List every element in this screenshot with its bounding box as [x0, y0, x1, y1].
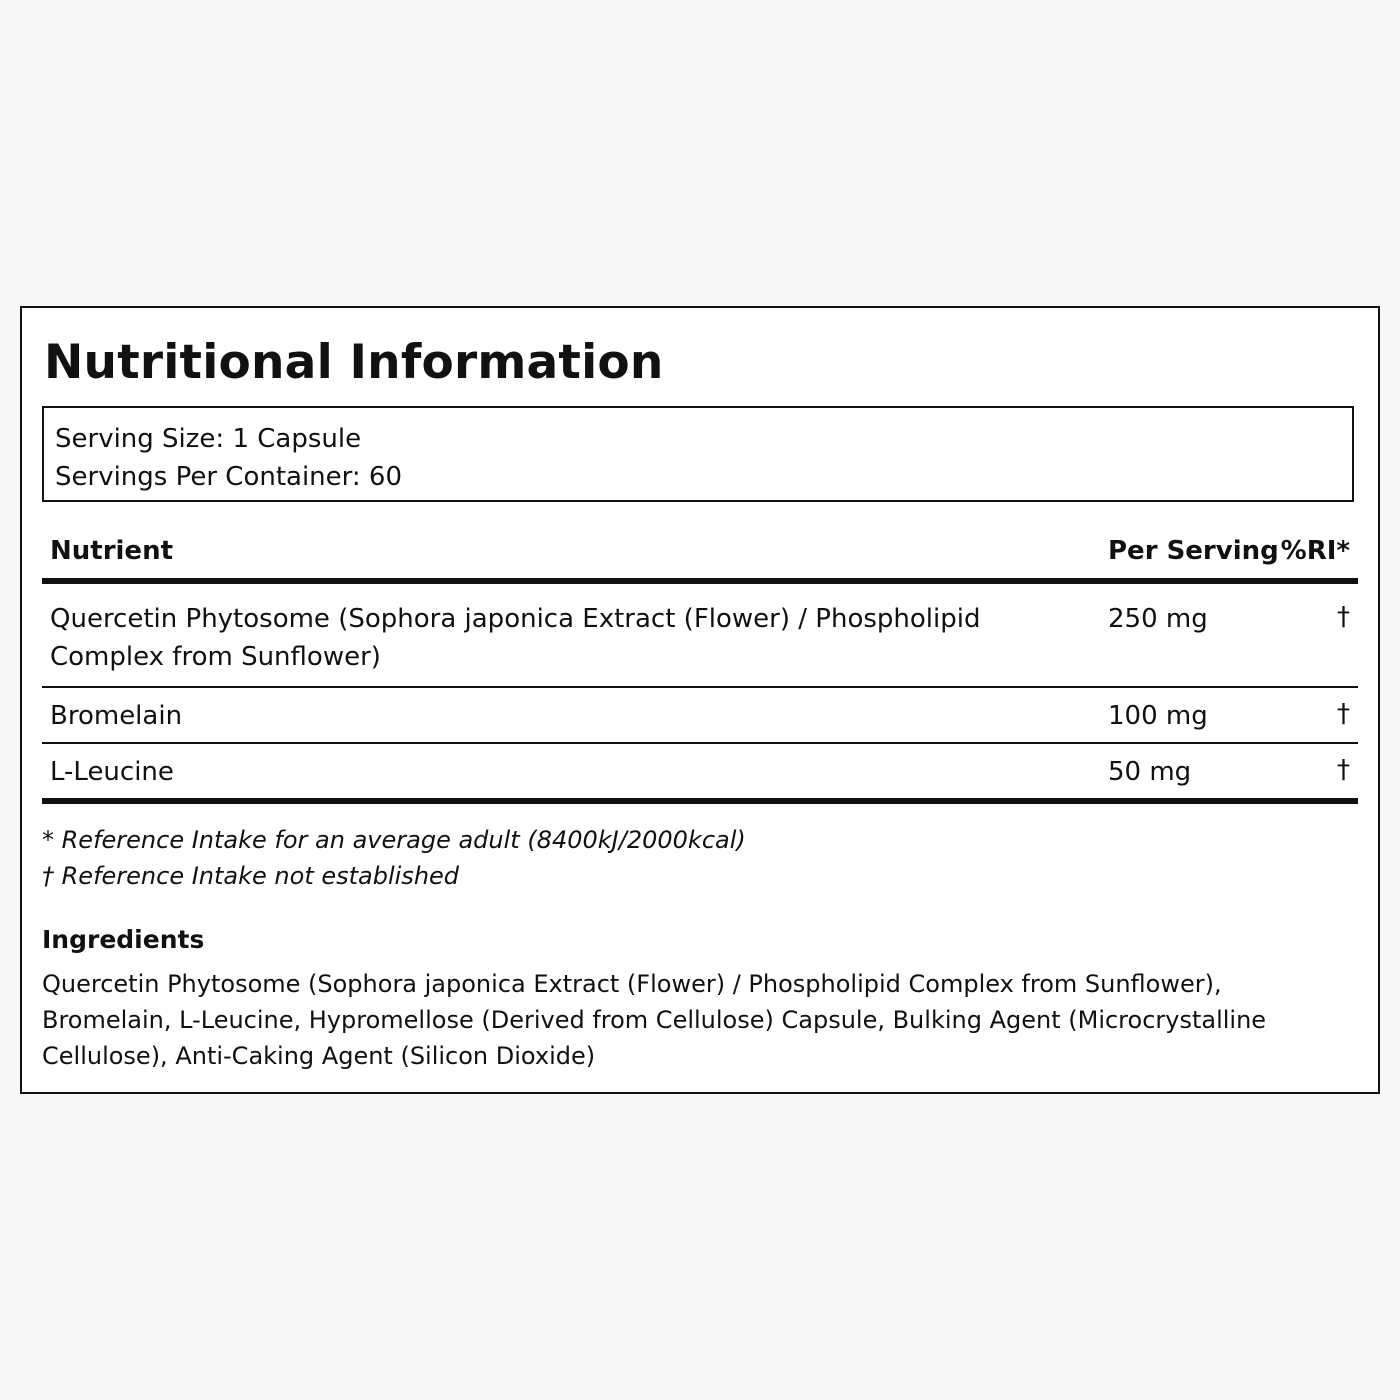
nutrition-panel: [20, 306, 1380, 1094]
servings-per-container: Servings Per Container: 60: [55, 462, 403, 492]
nutrient-ri: †: [1337, 602, 1350, 632]
table-row: [42, 584, 1358, 688]
footnotes: [42, 822, 746, 894]
serving-info-box: [42, 406, 1354, 502]
ingredients-heading: Ingredients: [42, 925, 205, 954]
table-header: [42, 526, 1358, 584]
nutrient-name: Bromelain: [50, 701, 183, 731]
nutrient-amount: 250 mg: [1108, 604, 1208, 634]
page-title: Nutritional Information: [44, 335, 664, 390]
dagger-footnote: † Reference Intake not established: [42, 862, 460, 890]
nutrient-amount: 50 mg: [1108, 757, 1192, 787]
nutrient-name: Quercetin Phytosome (Sophora japonica Extract (Flower) / Phospholipid Complex from Sunflower): [50, 604, 981, 672]
nutrient-amount: 100 mg: [1108, 701, 1208, 731]
nutrient-ri: †: [1337, 699, 1350, 729]
nutrient-table: [42, 526, 1358, 804]
nutrient-ri: †: [1337, 755, 1350, 785]
header-ri: %RI*: [1280, 536, 1350, 566]
table-row: [42, 744, 1358, 804]
ri-footnote: * Reference Intake for an average adult (8400kJ/2000kcal): [42, 826, 746, 854]
ingredients-text: Quercetin Phytosome (Sophora japonica Extract (Flower) / Phospholipid Complex from Sunflower), Bromelain, L-Leucine, Hypromellose (Derived from Cellulose) Capsule, Bulking Agent (Microcrystalline Cellulose), Anti-Caking Agent (Silicon Dioxide): [42, 970, 1267, 1070]
header-nutrient: Nutrient: [50, 536, 174, 566]
table-row: [42, 688, 1358, 744]
serving-size: Serving Size: 1 Capsule: [55, 424, 362, 454]
header-per-serving: Per Serving: [1108, 536, 1279, 566]
nutrient-name: L-Leucine: [50, 757, 174, 787]
